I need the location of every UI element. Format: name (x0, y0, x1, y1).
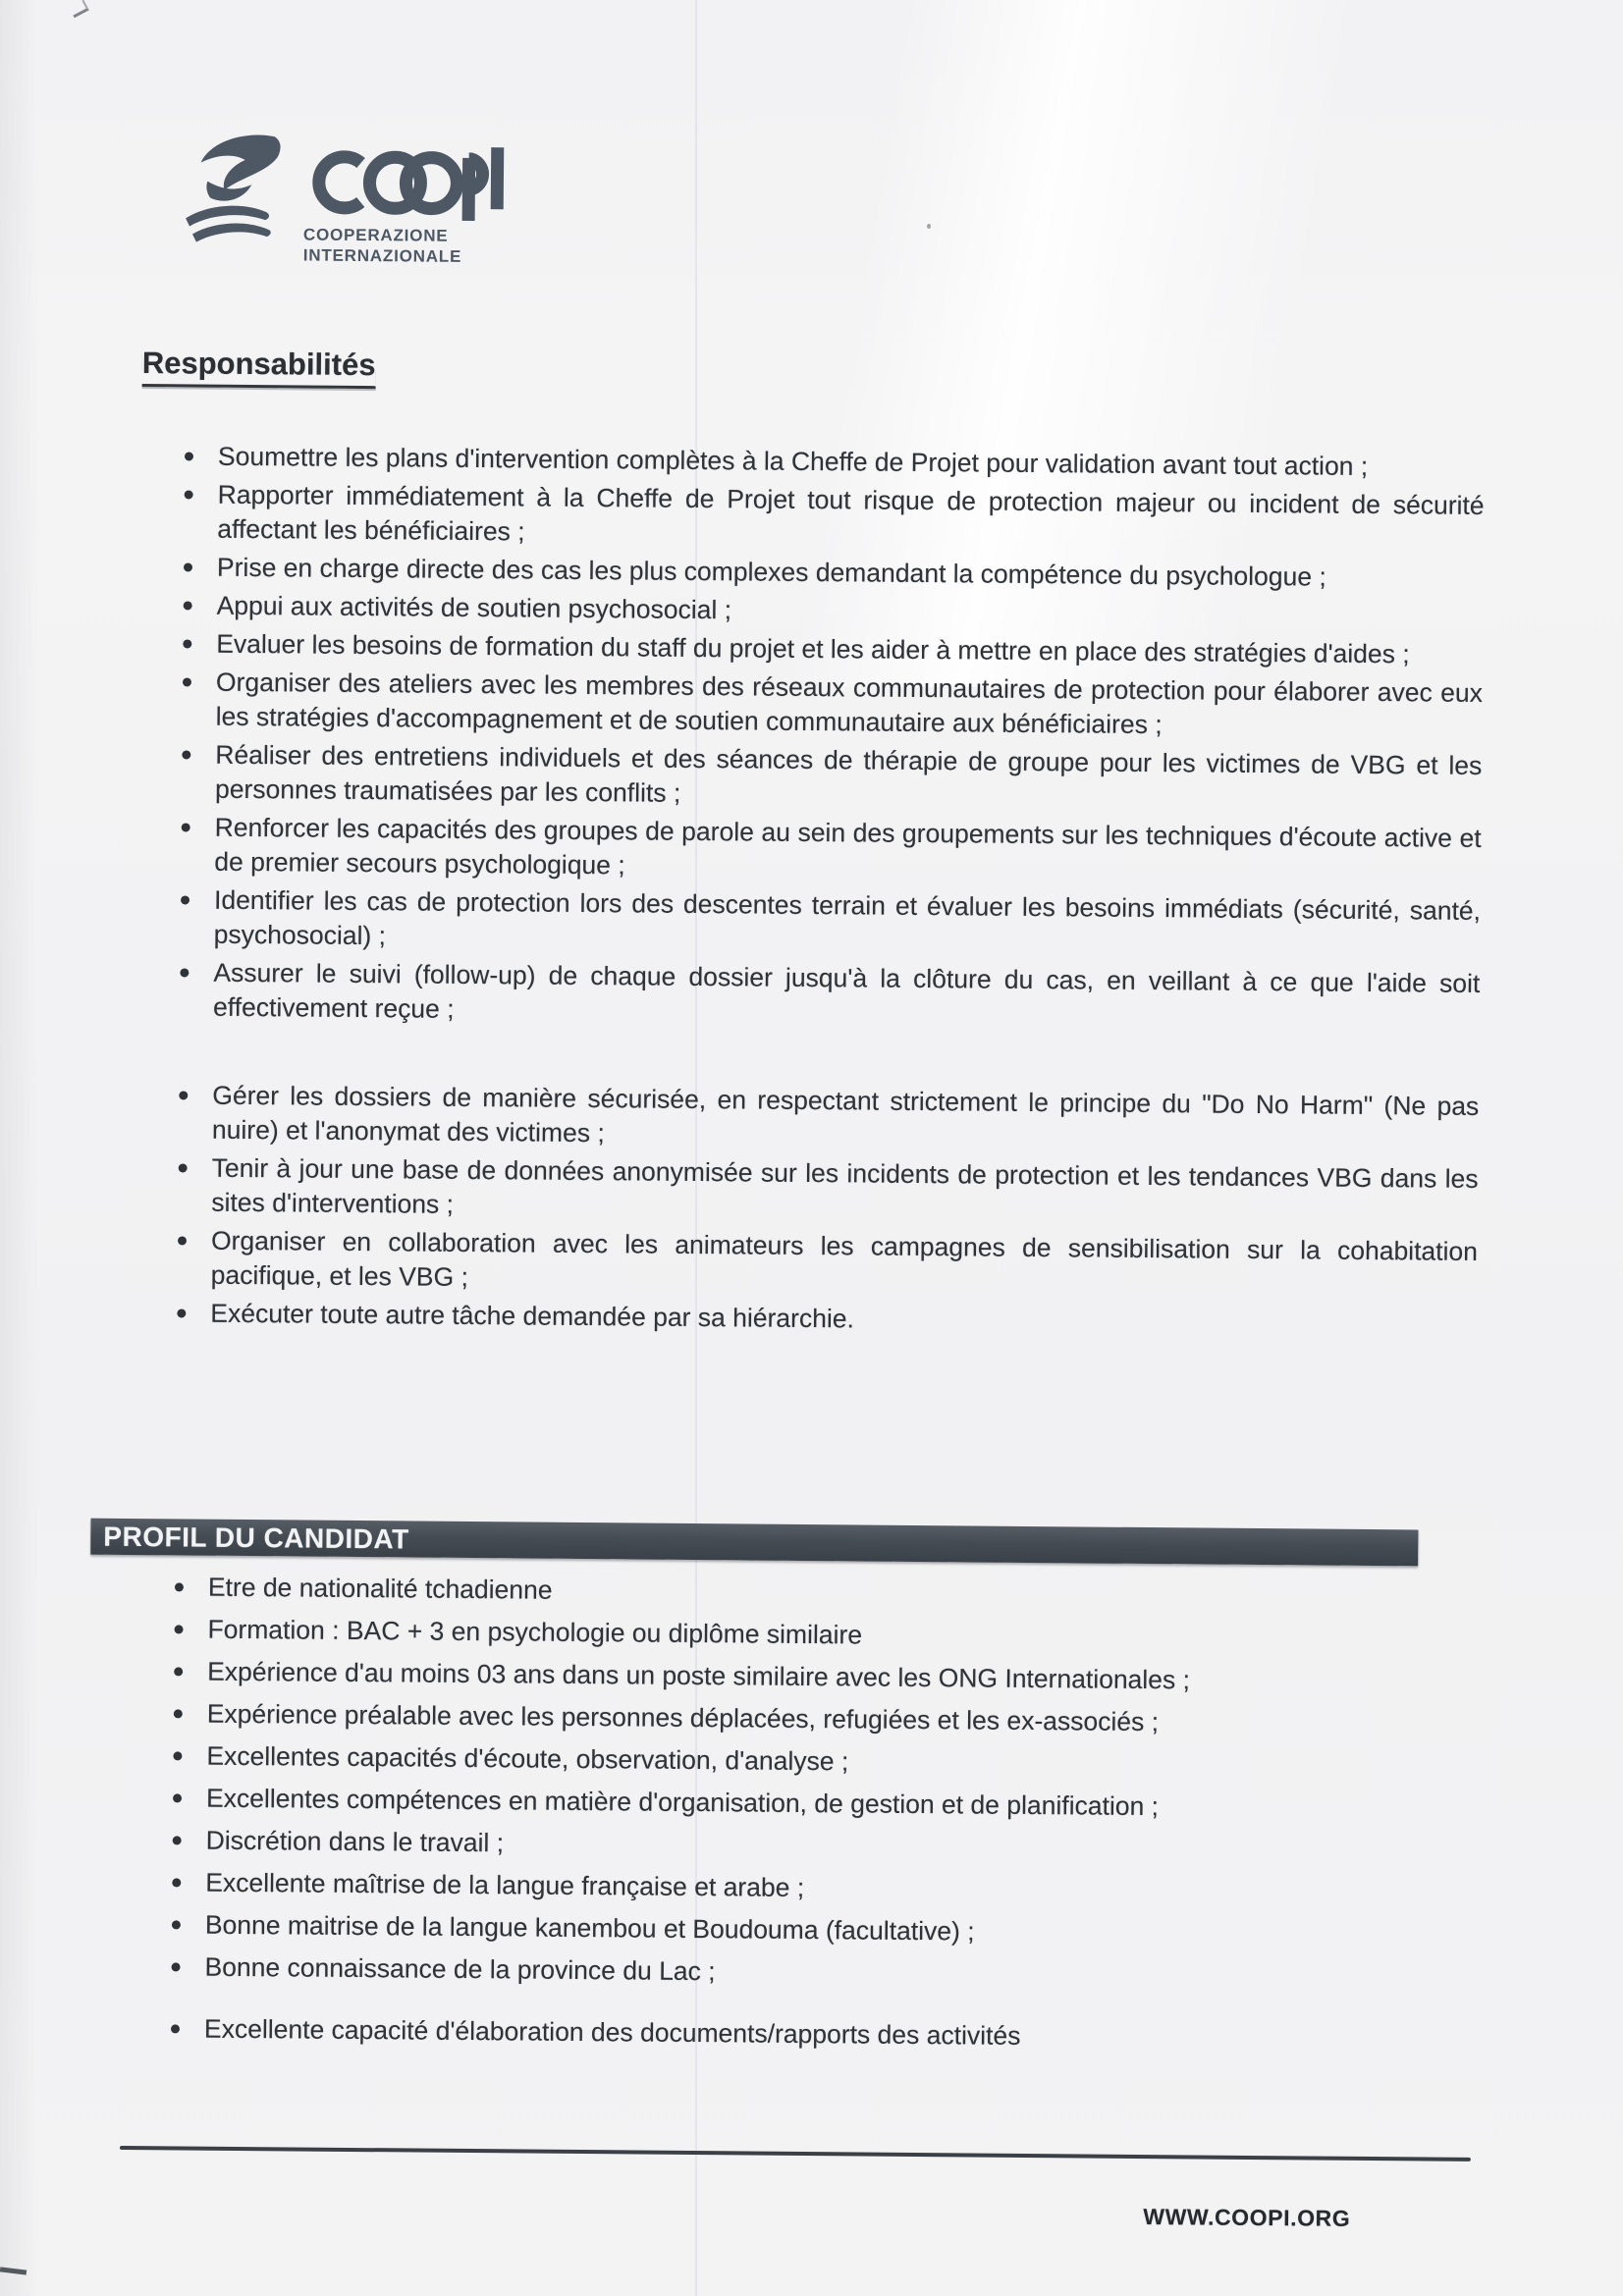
profile-item-text: Excellentes compétences en matière d'organisation, de gestion et de planification ; (205, 1783, 1160, 1822)
profile-item-text: Etre de nationalité tchadienne (207, 1572, 553, 1605)
bullet-icon (175, 1582, 184, 1591)
responsibility-item-text: Assurer le suivi (follow-up) de chaque dossier jusqu'à la clôture du cas, en veillant à ce que l'aide soit effectivement reçue ; (212, 957, 1481, 1024)
profile-list (167, 1571, 1475, 2066)
responsibilities-heading: Responsabilités (142, 346, 376, 389)
profile-item-text: Expérience préalable avec les personnes déplacées, refugiées et les ex-associés ; (206, 1698, 1160, 1737)
bullet-icon (184, 601, 192, 610)
responsibility-item (181, 439, 1485, 485)
bullet-icon (184, 562, 192, 571)
bullet-icon (172, 1920, 181, 1929)
profile-item-text: Bonne connaissance de la province du Lac ; (204, 1951, 716, 1987)
logo-brand-text (299, 221, 300, 222)
coopi-logo (178, 128, 505, 267)
bullet-icon (177, 1308, 186, 1317)
responsibility-item-text: Organiser des ateliers avec les membres des réseaux communautaires de protection pour élaborer avec eux les stratégies d'accompagnement et de soutien communautaire aux bénéficiaires ; (215, 667, 1484, 740)
responsibility-item (179, 665, 1484, 745)
responsibility-item (178, 737, 1483, 818)
bullet-icon (175, 1625, 184, 1633)
bullet-icon (180, 968, 189, 977)
responsibility-item-text: Renforcer les capacités des groupes de parole au sein des groupements sur les techniques d'écoute active et de premier secours psychologique ; (214, 812, 1482, 881)
bullet-icon (183, 639, 191, 648)
profile-item-text: Expérience d'au moins 03 ans dans un poste similaire avec les ONG Internationales ; (207, 1656, 1191, 1695)
profile-item (167, 2012, 1471, 2056)
logo-subtitle-line2: INTERNAZIONALE (302, 245, 462, 266)
responsibility-item (177, 882, 1482, 963)
responsibilities-list (173, 439, 1485, 1346)
bird-waves-icon (178, 128, 295, 252)
footer-divider (120, 2146, 1471, 2162)
bullet-icon (179, 1091, 188, 1099)
bullet-icon (173, 1751, 182, 1760)
profile-item-text: Discrétion dans le travail ; (205, 1825, 505, 1858)
bullet-icon (174, 1709, 183, 1718)
bullet-icon (181, 895, 189, 904)
responsibility-item-text: Réaliser des entretiens individuels et des séances de thérapie de groupe pour les victimes de VBG et les personnes traumatisées par les conflits ; (214, 739, 1483, 808)
profile-item-text: Excellentes capacités d'écoute, observation, d'analyse ; (206, 1740, 849, 1777)
logo-subtitle-line1: COOPERAZIONE (302, 225, 449, 245)
responsibility-item (173, 1296, 1477, 1342)
profile-item-text: Bonne maitrise de la langue kanembou et Boudouma (facultative) ; (204, 1909, 975, 1947)
responsibility-item-text: Soumettre les plans d'intervention complètes à la Cheffe de Projet pour validation avant tout action ; (217, 441, 1369, 481)
bullet-icon (171, 2024, 180, 2033)
responsibility-item (176, 955, 1481, 1036)
bullet-icon (172, 1962, 181, 1971)
responsibility-item (174, 1223, 1479, 1304)
responsibility-item (180, 588, 1484, 634)
bullet-icon (182, 750, 190, 759)
profile-item (171, 1571, 1475, 1615)
responsibility-item-text: Appui aux activités de soutien psychosocial ; (216, 590, 732, 625)
responsibility-item-text: Gérer les dossiers de manière sécurisée, en respectant strictement le principe du "Do No Harm" (Ne pas nuire) et l'anonymat des victimes ; (211, 1080, 1480, 1148)
responsibility-item-text: Tenir à jour une base de données anonymisée sur les incidents de protection et les tendances VBG dans les sites d'interventions ; (211, 1152, 1479, 1219)
profile-item-text: Formation : BAC + 3 en psychologie ou diplôme similaire (207, 1614, 863, 1650)
logo-text (299, 129, 505, 267)
responsibility-item (175, 1078, 1480, 1158)
responsibility-item-text: Organiser en collaboration avec les animateurs les campagnes de sensibilisation sur la cohabitation pacifique, et les VBG ; (210, 1225, 1479, 1292)
profile-item (169, 1782, 1473, 1826)
responsibility-item (180, 477, 1485, 558)
footer-website: WWW.COOPI.ORG (1143, 2204, 1351, 2231)
bullet-icon (173, 1836, 182, 1844)
bullet-icon (178, 1236, 187, 1245)
profile-item-text: Excellente maîtrise de la langue française et arabe ; (205, 1867, 805, 1902)
profile-item (170, 1613, 1474, 1657)
logo-subtitle (303, 224, 504, 267)
responsibility-item (179, 626, 1483, 672)
responsibility-item-text: Exécuter toute autre tâche demandée par sa hiérarchie. (210, 1298, 855, 1334)
responsibility-item (177, 810, 1482, 890)
profile-item (170, 1697, 1474, 1741)
profile-item (169, 1739, 1473, 1784)
profile-item (168, 1866, 1472, 1910)
bullet-icon (179, 1163, 188, 1172)
profile-item (167, 1950, 1471, 1995)
bullet-icon (174, 1667, 183, 1676)
responsibility-item (180, 550, 1484, 596)
profile-section-title: PROFIL DU CANDIDAT (103, 1521, 409, 1555)
bullet-icon (182, 823, 190, 831)
bullet-icon (173, 1793, 182, 1802)
responsibility-item-text: Rapporter immédiatement à la Cheffe de Projet tout risque de protection majeur ou incident de sécurité affectant les bénéficiaires ; (217, 479, 1485, 547)
bullet-icon (185, 452, 193, 460)
profile-item (168, 1908, 1472, 1952)
coopi-wordmark (299, 142, 505, 223)
responsibility-item-text: Evaluer les besoins de formation du staff du projet et les aider à mettre en place des stratégies d'aides ; (216, 628, 1410, 669)
responsibility-item-text: Prise en charge directe des cas les plus complexes demandant la compétence du psychologue ; (216, 552, 1326, 592)
responsibility-item-text: Identifier les cas de protection lors des descentes terrain et évaluer les besoins immédiats (sécurité, santé, psychosocial) ; (213, 884, 1482, 951)
bullet-icon (183, 677, 191, 686)
profile-item (170, 1655, 1474, 1699)
profile-item-text: Excellente capacité d'élaboration des documents/rapports des activités (203, 2013, 1021, 2051)
profile-item (169, 1824, 1473, 1868)
bullet-icon (172, 1878, 181, 1887)
profile-section-header (90, 1519, 1418, 1567)
responsibility-item (174, 1150, 1479, 1231)
bullet-icon (185, 490, 193, 499)
